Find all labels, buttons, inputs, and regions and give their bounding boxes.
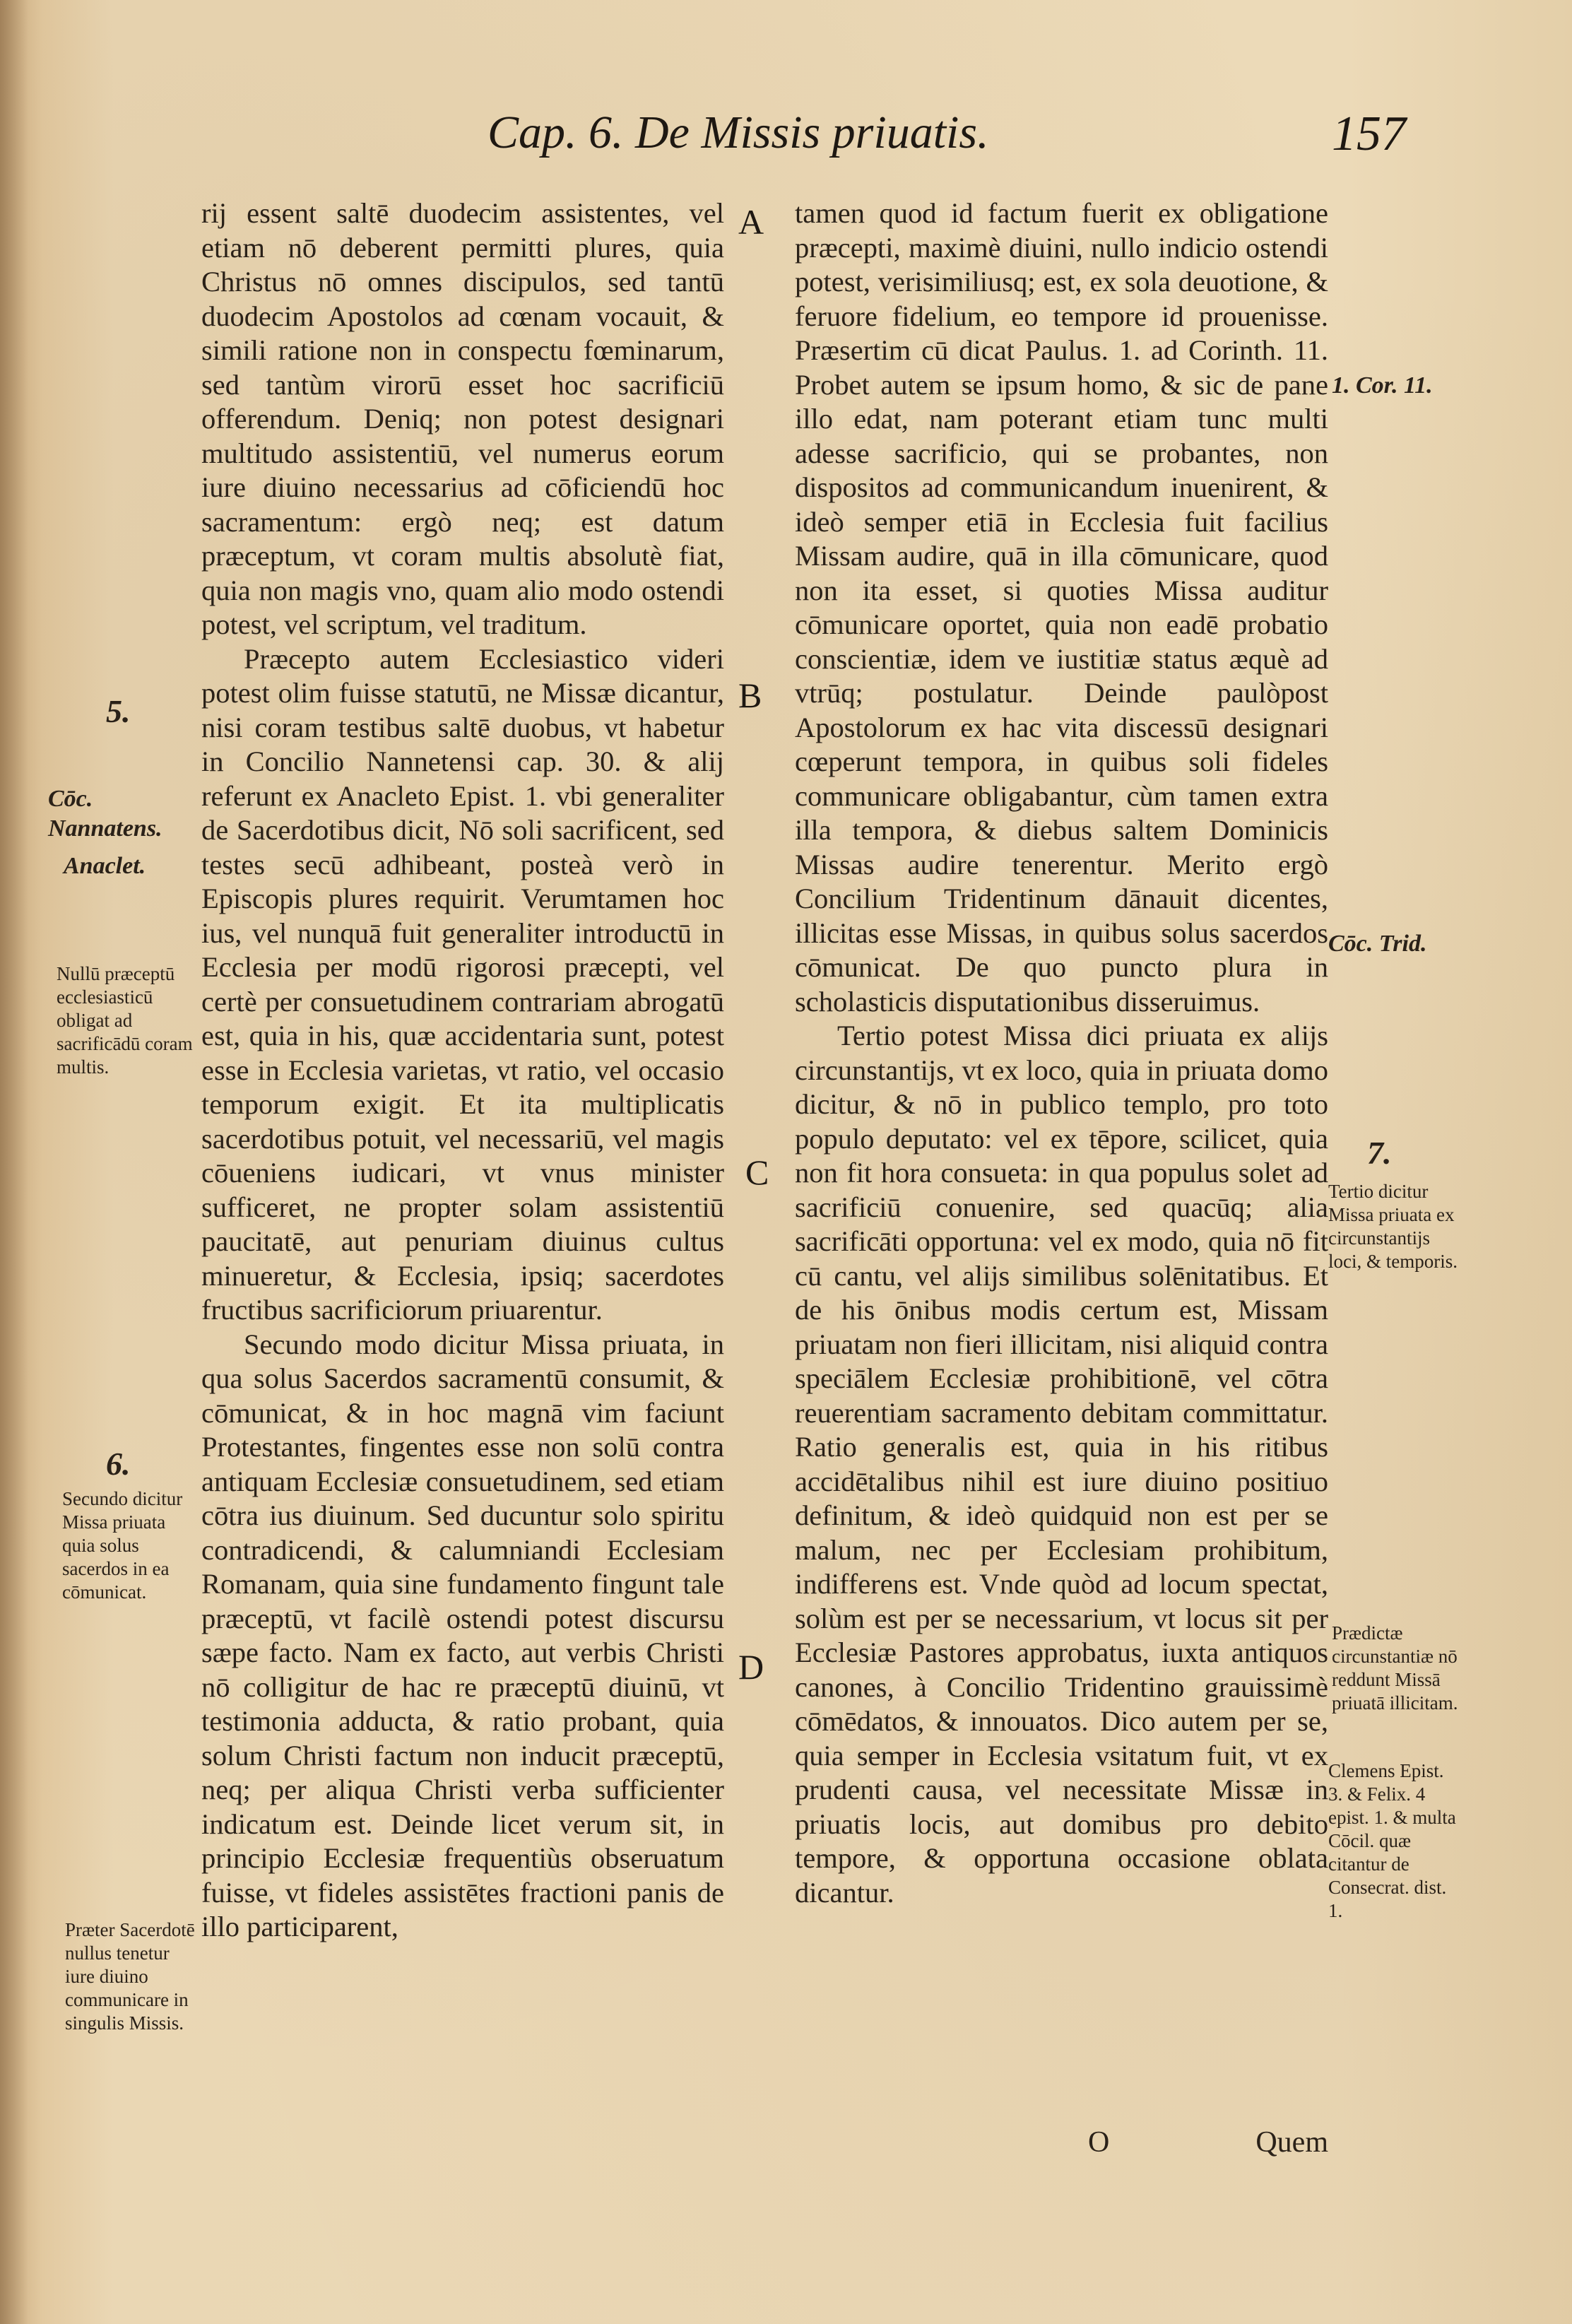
gutter-shadow <box>0 0 28 2324</box>
right-text-column <box>795 196 1328 1910</box>
paragraph: Secundo modo dicitur Missa priuata, in qua solus Sacerdos sacramentū consumit, & cōmunicat, & in hoc magnā vim faciunt Protestantes, fingentes esse non solū contra antiquam Ecclesiæ consuetudinem, sed etiam cōtra ius diuinum. Sed ducuntur solo spiritu contradicendi, & calumniandi Ecclesiam Romanam, quia sine fundamento fingunt tale præceptū, vt facilè ostendi potest discursu sæpe facto. Nam ex facto, aut verbis Christi nō colligitur de hac re præceptū diuinū, vt testimonia adducta, & ratio probant, quia solum Christi factum non inducit præceptū, neq; per aliqua Christi verba sufficienter indicatum est. Deinde licet verum sit, in principio Ecclesiæ frequentiùs obseruatum fuisse, vt fideles assistētes fractioni panis de illo participarent, <box>201 1328 724 1942</box>
page-number: 157 <box>1332 107 1406 161</box>
section-letter-c: C <box>745 1152 769 1192</box>
running-title: Cap. 6. De Missis priuatis. <box>487 107 989 158</box>
margin-ref-anacletus: Anaclet. <box>64 853 146 879</box>
section-letter-a: A <box>738 202 764 242</box>
paragraph: Tertio potest Missa dici priuata ex alijs circunstantijs, vt ex loco, quia in priuata domo dicitur, & nō in publico templo, pro toto populo deputato: vel ex tēpore, scilicet, quia non fit hora consueta: in qua populus solet ad sacrificiū conuenire, sed quacūq; alia sacrificāti opportuna: vel ex modo, quia nō fit cū cantu, vel alijs similibus solēnitatibus. Et de his ōnibus modis certum est, Missam priuatam non fieri illicitam, nisi aliquid contra speciālem Ecclesiæ prohibitionē, vel cōtra reuerentiam sacramento debitam committatur. Ratio generalis est, quia in his ritibus accidētalibus nihil est iure diuino positiuo definitum, & ideò quidquid non est per se malum, nec per Ecclesiam prohibitum, indifferens est. Vnde quòd ad locum spectat, solùm est per se necessarium, vt locus sit per Ecclesiæ Pastores approbatus, iuxta antiquos canones, à Concilio Tridentino grauissimè cōmēdatos, & innouatos. Dico autem per se, quia semper in Ecclesia vsitatum fuit, vt ex prudenti causa, vel necessitate Missæ in priuatis locis, aut domibus pro debito tempore, & opportuna occasione oblata dicantur. <box>795 1020 1328 1909</box>
margin-note-secundo-modo: Secundo dicitur Missa priuata quia solus sacerdos in ea cōmunicat. <box>62 1488 183 1603</box>
margin-note-nullum-praeceptum: Nullū præceptū ecclesiasticū obligat ad sacrificādū coram multis. <box>57 963 193 1078</box>
margin-note-praeter-sacerdotem: Præter Sacerdotē nullus tenetur iure diuino communicare in singulis Missis. <box>65 1919 195 2034</box>
catchword: Quem <box>1255 2126 1328 2159</box>
margin-note-tertio-modo: Tertio dicitur Missa priuata ex circunstantijs loci, & temporis. <box>1328 1181 1458 1272</box>
margin-ref-1-corinthians: 1. Cor. 11. <box>1332 372 1433 399</box>
margin-number-5: 5. <box>106 693 131 729</box>
margin-number-7: 7. <box>1367 1135 1392 1171</box>
margin-note-clemens-felix: Clemens Epist. 3. & Felix. 4 epist. 1. & multa Cōcil. quæ citantur de Consecrat. dist. 1. <box>1328 1760 1456 1921</box>
paragraph: tamen quod id factum fuerit ex obligatione præcepti, maximè diuini, nullo indicio ostendi potest, verisimiliusq; est, ex sola deuotione, & feruore fidelium, eo tempore id prouenisse. Præsertim cū dicat Paulus. 1. ad Corinth. 11. Probet autem se ipsum homo, & sic de pane illo edat, nam poterant etiam tunc multi adesse sacrificio, qui se probantes, non dispositos ad communicandum inuenirent, & ideò semper etiā in Ecclesia fuit facilius Missam audire, quā in illa cōmunicare, quod non ita esset, si quoties Missa auditur cōmunicare oportet, quia non eadē probatio conscientiæ, idem ve iustitiæ status æquè ad vtrūq; postulatur. Deinde paulòpost Apostolorum ex hac vita discessū designari cœperunt tempora, in quibus soli fideles communicare obligabantur, cùm tamen extra illa tempora, & diebus saltem Dominicis Missas audire tenerentur. Merito ergò Concilium Tridentinum dānauit dicentes, illicitas esse Missas, in quibus solus sacerdos cōmunicat. De quo puncto plura in scholasticis disputationibus disseruimus. <box>795 197 1328 1018</box>
signature-mark: O <box>1088 2126 1110 2159</box>
section-letter-b: B <box>738 676 762 715</box>
margin-ref-concilium-tridentinum: Cōc. Trid. <box>1328 931 1427 957</box>
left-text-column <box>201 196 724 1945</box>
paragraph: Præcepto autem Ecclesiastico videri potest olim fuisse statutū, ne Missæ dicantur, nisi coram testibus saltē duobus, vt habetur in Concilio Nannetensi cap. 30. & alij referunt ex Anacleto Epist. 1. vbi generaliter de Sacerdotibus dicit, Nō soli sacrificent, sed testes secū adhibeant, posteà verò in Episcopis plures requirit. Verumtamen hoc ius, vel nunquā fuit generaliter introductū in Ecclesia per modū rigorosi præcepti, vel certè per consuetudinem contrariam abrogatū est, quia in his, quæ accidentaria sunt, potest esse in Ecclesia varietas, vt ratio, vel occasio temporum exigit. Et ita multiplicatis sacerdotibus potuit, vel necessariū, vel magis cōueniens iudicari, vt vnus minister sufficeret, ne propter solam assistentiū paucitatē, aut penuriam diuinus cultus minueretur, & Ecclesia, ipsiq; sacerdotes fructibus sacrificiorum priuarentur. <box>201 642 724 1326</box>
section-letter-d: D <box>738 1647 764 1687</box>
margin-number-6: 6. <box>106 1446 131 1482</box>
margin-note-praedictae-circunstantiae: Prædictæ circunstantiæ nō reddunt Missā priuatā illicitam. <box>1332 1622 1458 1713</box>
paragraph: rij essent saltē duodecim assistentes, vel etiam nō deberent permitti plures, quia Christus nō omnes discipulos, sed tantū duodecim Apostolos ad cœnam vocauit, & simili ratione non in conspectu fœminarum, sed tantùm virorū esset hoc sacrificiū offerendum. Deniq; non potest designari multitudo assistentiū, vel numerus eorum iure diuino necessarius ad cōficiendū hoc sacramentum: ergò neq; est datum præceptum, vt coram multis absolutè fiat, quia non magis vno, quam alio modo ostendi potest, vel scriptum, vel traditum. <box>201 197 724 640</box>
running-header <box>487 106 1406 170</box>
margin-ref-concilium-nannetense: Cōc. Nannatens. <box>48 786 162 842</box>
